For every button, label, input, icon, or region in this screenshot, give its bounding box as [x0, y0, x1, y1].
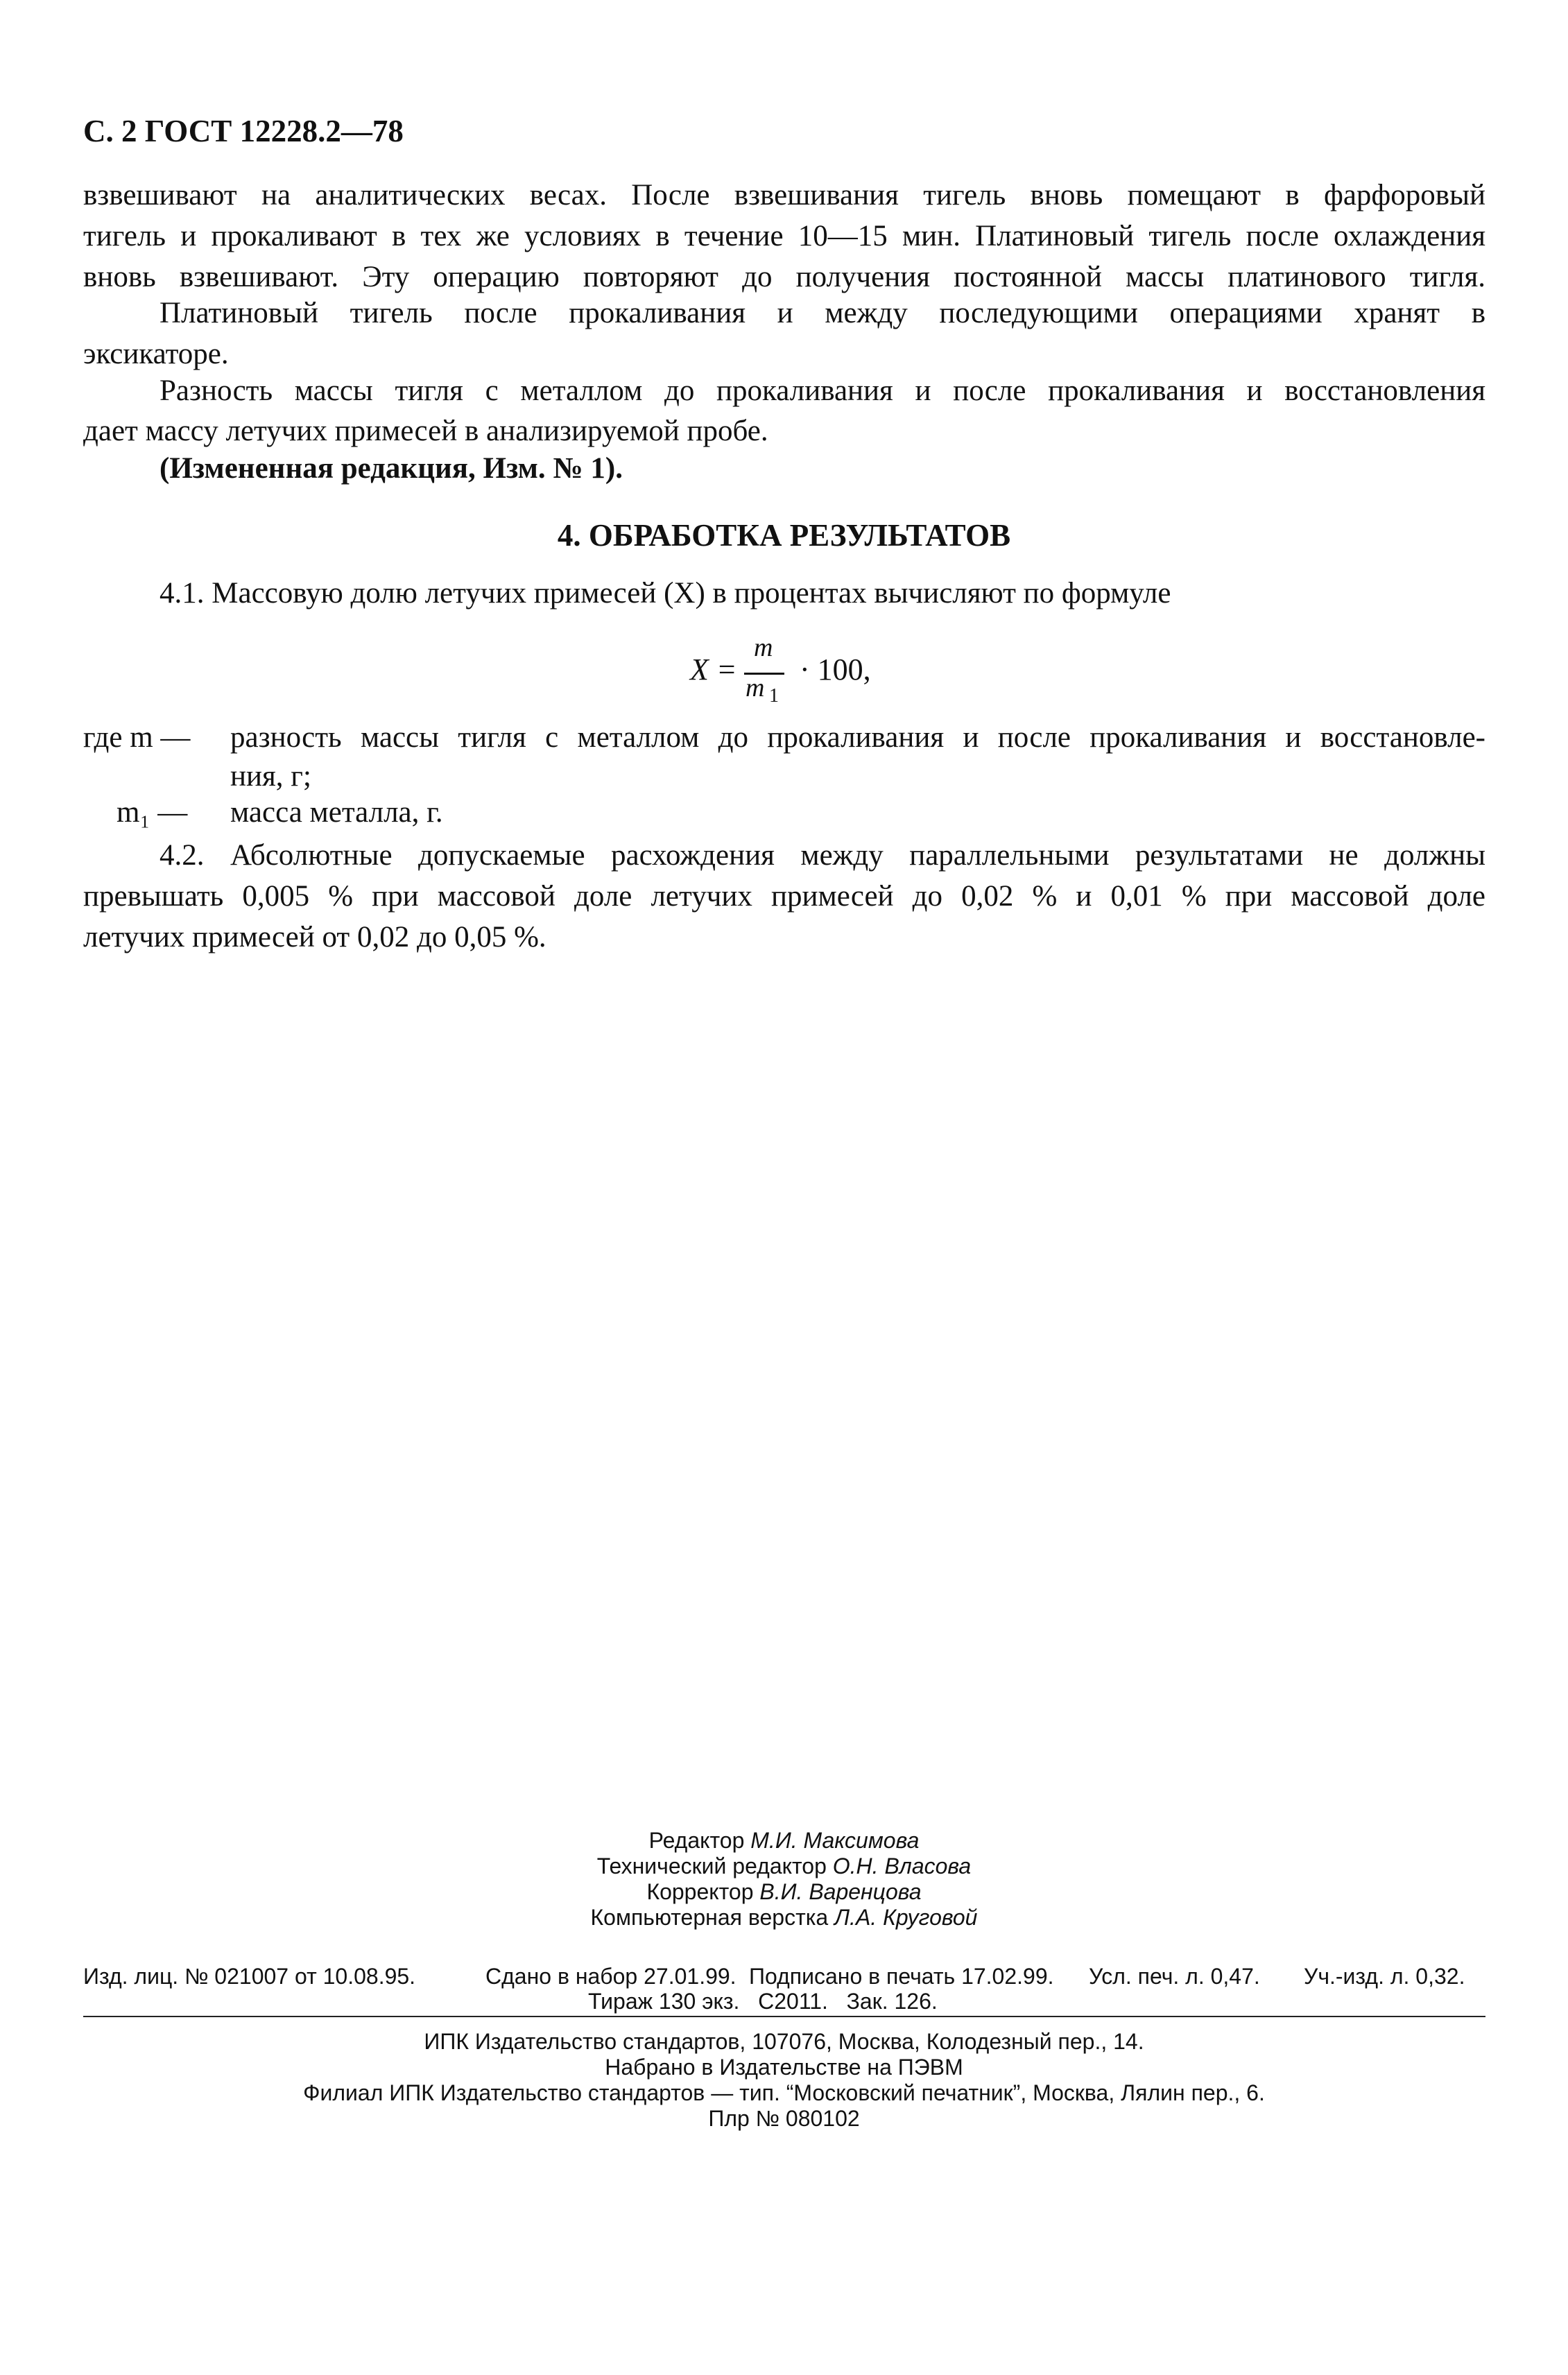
paragraph-line: Платиновый тигель после прокаливания и между последующими операциями хранят в	[160, 297, 1485, 329]
where-block-m1	[0, 793, 1568, 835]
where-desc-m: разность массы тигля с металлом до прокаливания и после прокаливания и восстановле-	[230, 721, 1485, 754]
imprint-typeset-date: Сдано в набор 27.01.99.	[485, 1964, 736, 1989]
running-title: С. 2 ГОСТ 12228.2—78	[83, 114, 404, 148]
imprint-licence: Изд. лиц. № 021007 от 10.08.95.	[83, 1964, 416, 1989]
imprint-label: Технический редактор	[596, 1854, 827, 1879]
imprint-run: Тираж 130 экз. С2011. Зак. 126.	[588, 1989, 938, 2014]
where-desc-m1: масса металла, г.	[230, 796, 443, 829]
section-heading: 4. ОБРАБОТКА РЕЗУЛЬТАТОВ	[557, 518, 1011, 553]
imprint-label: Компьютерная верстка	[590, 1905, 829, 1930]
imprint-publisher: ИПК Издательство стандартов, 107076, Москва, Колодезный пер., 14.	[424, 2029, 1144, 2054]
imprint-person: М.И. Максимова	[750, 1828, 920, 1853]
formula	[690, 633, 967, 713]
formula-numerator: m	[754, 633, 773, 662]
paragraph-line: взвешивают на аналитических весах. После взвешивания тигель вновь помещают в фарфоровый	[83, 179, 1485, 211]
imprint-person: О.Н. Власова	[832, 1854, 972, 1879]
imprint-branch: Филиал ИПК Издательство стандартов — тип. “Московский печатник”, Москва, Лялин пер., 6.	[303, 2080, 1265, 2105]
paragraph-line: Разность массы тигля с металлом до прокаливания и после прокаливания и восстановления	[160, 374, 1485, 407]
clause-4-2-line: 4.2. Абсолютные допускаемые расхождения между параллельными результатами не должны	[160, 839, 1485, 872]
formula-denominator: m	[746, 673, 765, 702]
imprint-signed-date: Подписано в печать 17.02.99.	[749, 1964, 1054, 1989]
imprint-layout	[0, 1905, 1568, 1931]
paragraph-line: вновь взвешивают. Эту операцию повторяют до получения постоянной массы платинового тигля.	[83, 261, 1485, 293]
clause-4-1: 4.1. Массовую долю летучих примесей (X) в процентах вычисляют по формуле	[160, 577, 1171, 610]
where-term-m1: m₁ —	[117, 796, 188, 829]
formula-denominator-subscript: 1	[769, 685, 779, 707]
paragraph-line: тигель и прокаливают в тех же условиях в течение 10—15 мин. Платиновый тигель после охлаждения	[83, 220, 1485, 252]
imprint-typeset-at: Набрано в Издательстве на ПЭВМ	[605, 2055, 963, 2080]
clause-4-2-line: летучих примесей от 0,02 до 0,05 %.	[83, 921, 546, 953]
imprint-person: В.И. Варенцова	[759, 1879, 922, 1904]
imprint-label: Корректор	[646, 1879, 754, 1904]
clause-4-2-line: превышать 0,005 % при массовой доле летучих примесей до 0,02 % и 0,01 % при массовой доле	[83, 880, 1485, 913]
imprint-label: Редактор	[648, 1828, 745, 1853]
imprint-plr: Плр № 080102	[708, 2106, 860, 2131]
paragraph-line: дает массу летучих примесей в анализируемой пробе.	[83, 415, 768, 447]
imprint-pub-sheets: Уч.-изд. л. 0,32.	[1304, 1964, 1465, 1989]
where-block	[0, 718, 1568, 802]
amendment-note: (Измененная редакция, Изм. № 1).	[160, 452, 623, 485]
imprint-corrector	[0, 1879, 1568, 1905]
imprint-tech-editor	[0, 1854, 1568, 1879]
where-desc-m-cont: ния, г;	[230, 760, 311, 793]
formula-rhs: · 100,	[800, 653, 871, 686]
imprint-print-sheets: Усл. печ. л. 0,47.	[1089, 1964, 1260, 1989]
imprint-divider	[83, 2016, 1485, 2017]
paragraph-line: эксикаторе.	[83, 338, 229, 370]
imprint-editor	[0, 1828, 1568, 1854]
formula-lhs: X =	[690, 653, 737, 686]
imprint-person: Л.А. Круговой	[834, 1905, 978, 1930]
where-term-m: где m —	[83, 721, 191, 754]
